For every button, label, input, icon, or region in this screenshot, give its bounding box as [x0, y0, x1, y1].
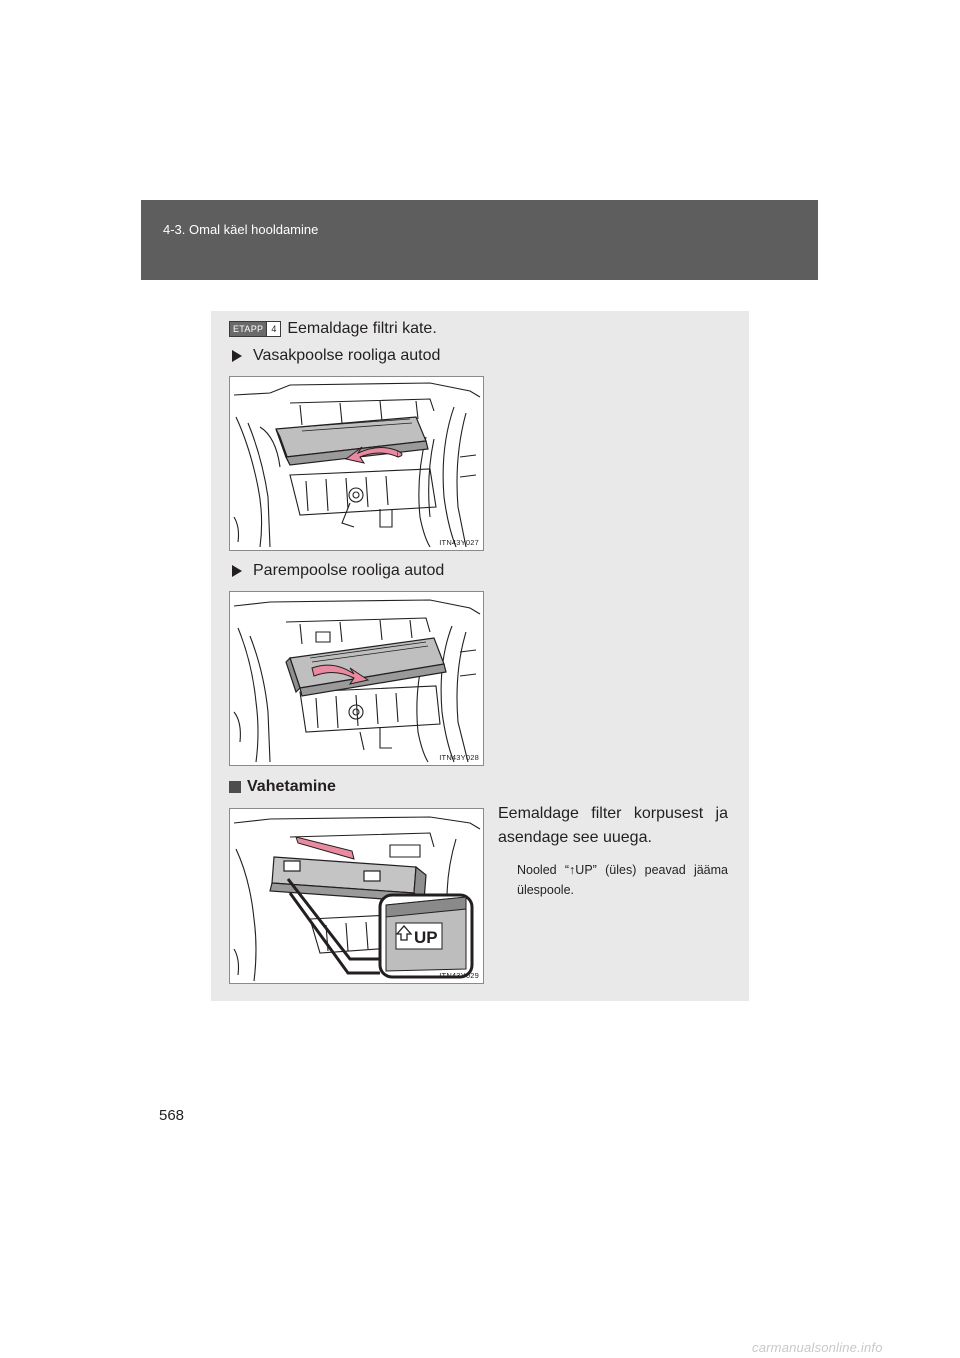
bullet-label: Parempoolse rooliga autod [253, 562, 445, 579]
bullet-label: Vasakpoolse rooliga autod [253, 347, 441, 364]
step-badge [229, 321, 281, 337]
square-bullet-icon [229, 781, 241, 793]
triangle-bullet-icon [232, 350, 242, 362]
bullet-rhd [232, 562, 444, 580]
watermark: carmanualsonline.info [752, 1340, 883, 1355]
step-instruction [229, 320, 437, 338]
replacement-description: Eemaldage filter korpusest ja asendage see uuega. [498, 805, 728, 846]
page-header [141, 200, 818, 280]
step-text: Eemaldage filtri kate. [287, 320, 437, 337]
step-badge-number: 4 [266, 322, 280, 336]
subheading-title: Vahetamine [247, 778, 336, 795]
bullet-lhd [232, 347, 440, 365]
figure-filter-replacement [229, 808, 484, 984]
figure-code: ITN43Y029 [439, 971, 479, 980]
step-badge-word: ETAPP [230, 322, 266, 336]
figure-code: ITN43Y028 [439, 753, 479, 762]
figure-code: ITN43Y027 [439, 538, 479, 547]
subheading-replacement [229, 778, 336, 796]
triangle-bullet-icon [232, 565, 242, 577]
illustration-replacement [230, 809, 483, 983]
figure-lhd-filter-cover [229, 376, 484, 551]
illustration-lhd [230, 377, 483, 550]
figure-rhd-filter-cover [229, 591, 484, 766]
replacement-note: Nooled “↑UP” (üles) peavad jääma ülespoole. [517, 863, 728, 897]
page-number: 568 [159, 1107, 185, 1124]
illustration-rhd [230, 592, 483, 765]
filter-up-label: UP [414, 928, 438, 947]
section-title: 4-3. Omal käel hooldamine [163, 222, 319, 237]
